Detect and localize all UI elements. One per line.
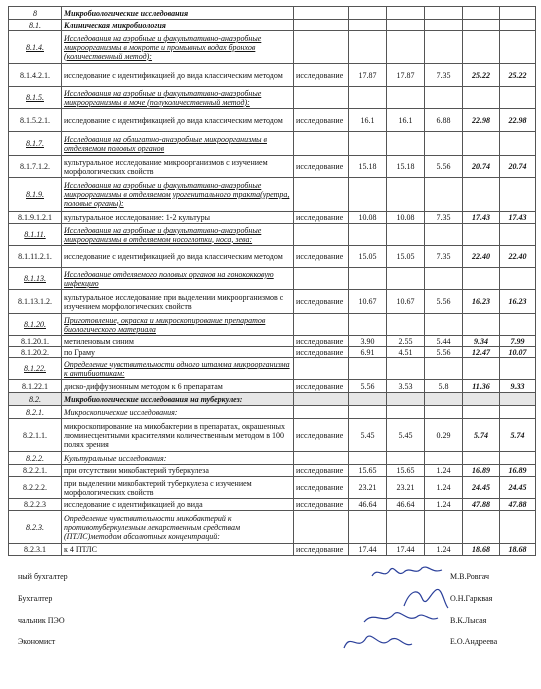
row-value-1 [349,87,387,109]
table-row [9,380,536,393]
row-value-4: 17.43 [463,212,500,224]
row-value-2: 16.1 [387,109,425,132]
row-value-2 [387,511,425,544]
row-unit: исследование [294,64,349,87]
table-row [9,7,536,20]
row-unit [294,87,349,109]
row-value-1: 17.44 [349,544,387,556]
row-unit: исследование [294,465,349,477]
row-code: 8.2.3.1 [9,544,62,556]
row-value-3: 5.44 [425,336,463,347]
row-name: Приготовление, окраска и микроскопирование препаратов биологического материала [62,314,294,336]
row-name: Микроскопические исследования: [62,406,294,419]
row-value-3: 5.56 [425,290,463,314]
row-value-5 [500,7,536,20]
row-value-5 [500,20,536,31]
row-value-1: 5.45 [349,419,387,452]
row-value-1: 17.87 [349,64,387,87]
row-value-2 [387,31,425,64]
row-value-5: 18.68 [500,544,536,556]
row-code: 8.1.11. [9,224,62,246]
row-value-3: 1.24 [425,544,463,556]
row-value-1: 10.67 [349,290,387,314]
row-value-3: 7.35 [425,212,463,224]
row-value-3 [425,268,463,290]
row-code: 8.1.11.2.1. [9,246,62,268]
row-value-3 [425,87,463,109]
row-value-2 [387,358,425,380]
row-value-2: 15.05 [387,246,425,268]
row-value-2: 23.21 [387,477,425,499]
signature-line [0,568,541,588]
row-code: 8.1.4. [9,31,62,64]
row-value-4 [463,358,500,380]
row-value-3 [425,20,463,31]
row-value-2: 10.67 [387,290,425,314]
row-unit: исследование [294,544,349,556]
row-unit: исследование [294,246,349,268]
row-value-3 [425,314,463,336]
row-name: метиленовым синим [62,336,294,347]
row-value-5 [500,393,536,406]
table-row [9,419,536,452]
row-value-5 [500,31,536,64]
row-code: 8 [9,7,62,20]
table-row [9,224,536,246]
table-row [9,465,536,477]
row-value-5: 10.07 [500,347,536,358]
row-value-2 [387,224,425,246]
row-name: Культуральные исследования: [62,452,294,465]
table-row [9,499,536,511]
row-name: Исследования на аэробные и факультативно-анаэробные микроорганизмы в отделяемом носоглотки, носа, зева: [62,224,294,246]
row-code: 8.1. [9,20,62,31]
row-value-3: 6.88 [425,109,463,132]
row-code: 8.1.22.1 [9,380,62,393]
row-value-1: 15.65 [349,465,387,477]
row-value-5 [500,511,536,544]
row-unit: исследование [294,380,349,393]
row-value-4 [463,268,500,290]
row-value-5 [500,132,536,156]
row-value-5 [500,406,536,419]
signature-name: М.В.Ровгач [450,572,490,581]
handwritten-signature-icon [360,604,440,630]
row-value-4: 24.45 [463,477,500,499]
table-row [9,452,536,465]
row-value-4: 22.98 [463,109,500,132]
row-value-4: 9.34 [463,336,500,347]
table-row [9,406,536,419]
row-value-1 [349,358,387,380]
row-value-5 [500,224,536,246]
row-name: при выделении микобактерий туберкулеза с изучением морфологических свойств [62,477,294,499]
row-name: диско-диффузионным методом к 6 препаратам [62,380,294,393]
row-name: Микробиологические исследования [62,7,294,20]
row-name: при отсутствии микобактерий туберкулеза [62,465,294,477]
table-row [9,358,536,380]
signature-line [0,633,541,653]
row-value-4 [463,132,500,156]
row-value-2: 10.08 [387,212,425,224]
table-row [9,477,536,499]
row-value-3: 5.56 [425,347,463,358]
table-row [9,314,536,336]
row-code: 8.1.22. [9,358,62,380]
row-value-3 [425,31,463,64]
row-value-5: 7.99 [500,336,536,347]
row-value-2 [387,132,425,156]
row-value-1: 10.08 [349,212,387,224]
row-unit: исследование [294,336,349,347]
row-value-2 [387,20,425,31]
row-value-5 [500,358,536,380]
row-code: 8.1.20. [9,314,62,336]
row-value-2 [387,452,425,465]
row-value-2 [387,87,425,109]
row-name: Исследование отделяемого половых органов на гонококковую инфекцию [62,268,294,290]
row-value-4 [463,511,500,544]
row-value-4 [463,393,500,406]
row-name: культуральное исследование: 1-2 культуры [62,212,294,224]
row-value-1 [349,132,387,156]
row-value-5: 9.33 [500,380,536,393]
row-value-3 [425,224,463,246]
row-name: микроскопирование на микобактерии в препаратах, окрашенных люминесцентными красителями количественным методом в 100 полях зрения [62,419,294,452]
row-value-1: 6.91 [349,347,387,358]
row-value-2: 46.64 [387,499,425,511]
row-value-3: 5.8 [425,380,463,393]
row-name: Исследования на аэробные и факультативно-анаэробные микроорганизмы в мокроте и промывных водах бронхов (количественный метод): [62,31,294,64]
table-row [9,87,536,109]
row-value-2: 17.87 [387,64,425,87]
table-row [9,246,536,268]
row-value-5: 20.74 [500,156,536,178]
row-value-4: 18.68 [463,544,500,556]
row-value-1 [349,406,387,419]
row-value-1: 15.18 [349,156,387,178]
row-value-4: 25.22 [463,64,500,87]
table-row [9,132,536,156]
row-value-3: 1.24 [425,477,463,499]
row-value-2: 15.65 [387,465,425,477]
row-unit: исследование [294,477,349,499]
row-unit: исследование [294,419,349,452]
price-table [8,6,536,556]
row-value-5 [500,87,536,109]
row-value-4 [463,87,500,109]
row-value-4 [463,20,500,31]
row-value-2: 4.51 [387,347,425,358]
row-value-3 [425,7,463,20]
row-name: Клиническая микробиология [62,20,294,31]
row-value-2: 17.44 [387,544,425,556]
row-value-4: 20.74 [463,156,500,178]
row-value-1: 3.90 [349,336,387,347]
signature-line [0,612,541,632]
row-unit: исследование [294,156,349,178]
row-name: культуральное исследование при выделении микроорганизмов с изучением морфологических свойств [62,290,294,314]
row-value-5: 5.74 [500,419,536,452]
row-name: исследование с идентификацией до вида [62,499,294,511]
row-name: Микробиологические исследования на туберкулез: [62,393,294,406]
table-row [9,290,536,314]
signature-role: Бухгалтер [18,594,53,603]
signature-name: В.К.Лысая [450,616,487,625]
row-name: исследование с идентификацией до вида классическим методом [62,64,294,87]
row-value-4 [463,178,500,212]
row-value-5: 22.98 [500,109,536,132]
row-unit [294,132,349,156]
row-value-1 [349,511,387,544]
table-row [9,20,536,31]
row-unit [294,452,349,465]
row-value-1: 23.21 [349,477,387,499]
row-code: 8.1.9.1.2.1 [9,212,62,224]
row-unit: исследование [294,212,349,224]
handwritten-signature-icon [340,628,415,656]
row-value-5: 22.40 [500,246,536,268]
row-unit [294,358,349,380]
row-code: 8.1.13.1.2. [9,290,62,314]
row-value-2: 3.53 [387,380,425,393]
row-value-1 [349,393,387,406]
row-value-4: 22.40 [463,246,500,268]
row-value-3: 7.35 [425,246,463,268]
row-code: 8.1.5. [9,87,62,109]
row-code: 8.2.1.1. [9,419,62,452]
row-code: 8.1.4.2.1. [9,64,62,87]
row-unit [294,511,349,544]
row-value-5: 25.22 [500,64,536,87]
signature-role: чальник ПЭО [18,616,65,625]
row-value-3: 7.35 [425,64,463,87]
row-value-3 [425,452,463,465]
row-code: 8.1.9. [9,178,62,212]
table-row [9,109,536,132]
row-value-2 [387,314,425,336]
row-code: 8.2.3. [9,511,62,544]
row-value-2 [387,268,425,290]
row-value-1 [349,224,387,246]
row-value-5: 24.45 [500,477,536,499]
row-value-4 [463,406,500,419]
row-name: к 4 ПТЛС [62,544,294,556]
row-value-3: 5.56 [425,156,463,178]
row-value-4: 47.88 [463,499,500,511]
row-unit [294,20,349,31]
row-value-3 [425,393,463,406]
row-value-2 [387,178,425,212]
row-unit [294,393,349,406]
row-unit [294,31,349,64]
row-value-5: 16.89 [500,465,536,477]
row-value-1 [349,20,387,31]
row-code: 8.1.7.1.2. [9,156,62,178]
row-code: 8.1.20.2. [9,347,62,358]
row-name: Исследования на аэробные и факультативно-анаэробные микроорганизмы в отделяемом урогенитального тракта(уретра, половые органы): [62,178,294,212]
row-code: 8.2.2.2. [9,477,62,499]
row-value-3 [425,358,463,380]
row-value-2 [387,7,425,20]
signature-role: Экономист [18,637,56,646]
signature-line [0,590,541,610]
row-name: культуральное исследование микроорганизмов с изучением морфологических свойств [62,156,294,178]
row-value-5 [500,178,536,212]
row-unit [294,314,349,336]
row-unit [294,268,349,290]
table-row [9,212,536,224]
row-value-1: 46.64 [349,499,387,511]
row-value-1 [349,31,387,64]
row-unit [294,224,349,246]
signature-name: Е.О.Андреева [450,637,498,646]
row-name: исследование с идентификацией до вида классическим методом [62,109,294,132]
row-value-2 [387,406,425,419]
row-value-2: 15.18 [387,156,425,178]
table-row [9,178,536,212]
row-value-4 [463,314,500,336]
row-unit [294,406,349,419]
row-code: 8.1.5.2.1. [9,109,62,132]
row-name: Исследования на аэробные и факультативно-анаэробные микроорганизмы в моче (полуколичественный метод): [62,87,294,109]
row-value-3: 0.29 [425,419,463,452]
row-name: исследование с идентификацией до вида классическим методом [62,246,294,268]
row-value-4: 11.36 [463,380,500,393]
row-code: 8.1.13. [9,268,62,290]
row-value-5: 16.23 [500,290,536,314]
row-value-5 [500,452,536,465]
row-value-2: 2.55 [387,336,425,347]
row-code: 8.1.7. [9,132,62,156]
row-value-3 [425,406,463,419]
row-value-4 [463,224,500,246]
row-name: Исследования на облигатно-анаэробные микроорганизмы в отделяемом половых органов [62,132,294,156]
row-unit: исследование [294,290,349,314]
row-value-4 [463,7,500,20]
table-row [9,156,536,178]
row-value-4: 16.89 [463,465,500,477]
table-row [9,64,536,87]
signature-role: ный бухгалтер [18,572,68,581]
row-value-4 [463,452,500,465]
row-value-1: 16.1 [349,109,387,132]
row-unit: исследование [294,499,349,511]
signature-name: О.Н.Гарквая [450,594,493,603]
row-code: 8.2.2.1. [9,465,62,477]
row-value-5 [500,314,536,336]
row-value-1 [349,7,387,20]
row-name: Определение чувствительности микобактерий к противотуберкулезным лекарственным средствам (ПТЛС)методом абсолютных концентраций: [62,511,294,544]
table-row [9,347,536,358]
row-unit: исследование [294,347,349,358]
table-row [9,511,536,544]
row-code: 8.1.20.1. [9,336,62,347]
row-value-1 [349,268,387,290]
row-name: по Граму [62,347,294,358]
table-row [9,31,536,64]
row-code: 8.2.2. [9,452,62,465]
row-value-3 [425,511,463,544]
row-value-2 [387,393,425,406]
row-unit: исследование [294,109,349,132]
row-value-1: 5.56 [349,380,387,393]
table-row [9,393,536,406]
handwritten-signature-icon [370,562,445,582]
row-value-5: 47.88 [500,499,536,511]
row-value-4: 5.74 [463,419,500,452]
row-value-3: 1.24 [425,499,463,511]
row-name: Определение чувствительности одного штамма микроорганизма к антибиотикам: [62,358,294,380]
row-code: 8.2.2.3 [9,499,62,511]
row-value-1: 15.05 [349,246,387,268]
row-unit [294,7,349,20]
row-value-2: 5.45 [387,419,425,452]
row-code: 8.2. [9,393,62,406]
table-row [9,336,536,347]
row-value-4: 12.47 [463,347,500,358]
row-value-4 [463,31,500,64]
row-value-4: 16.23 [463,290,500,314]
table-row [9,544,536,556]
row-code: 8.2.1. [9,406,62,419]
row-value-1 [349,452,387,465]
row-value-3 [425,178,463,212]
row-value-1 [349,314,387,336]
row-value-1 [349,178,387,212]
row-value-3 [425,132,463,156]
row-value-5 [500,268,536,290]
table-row [9,268,536,290]
row-value-3: 1.24 [425,465,463,477]
row-value-5: 17.43 [500,212,536,224]
row-unit [294,178,349,212]
